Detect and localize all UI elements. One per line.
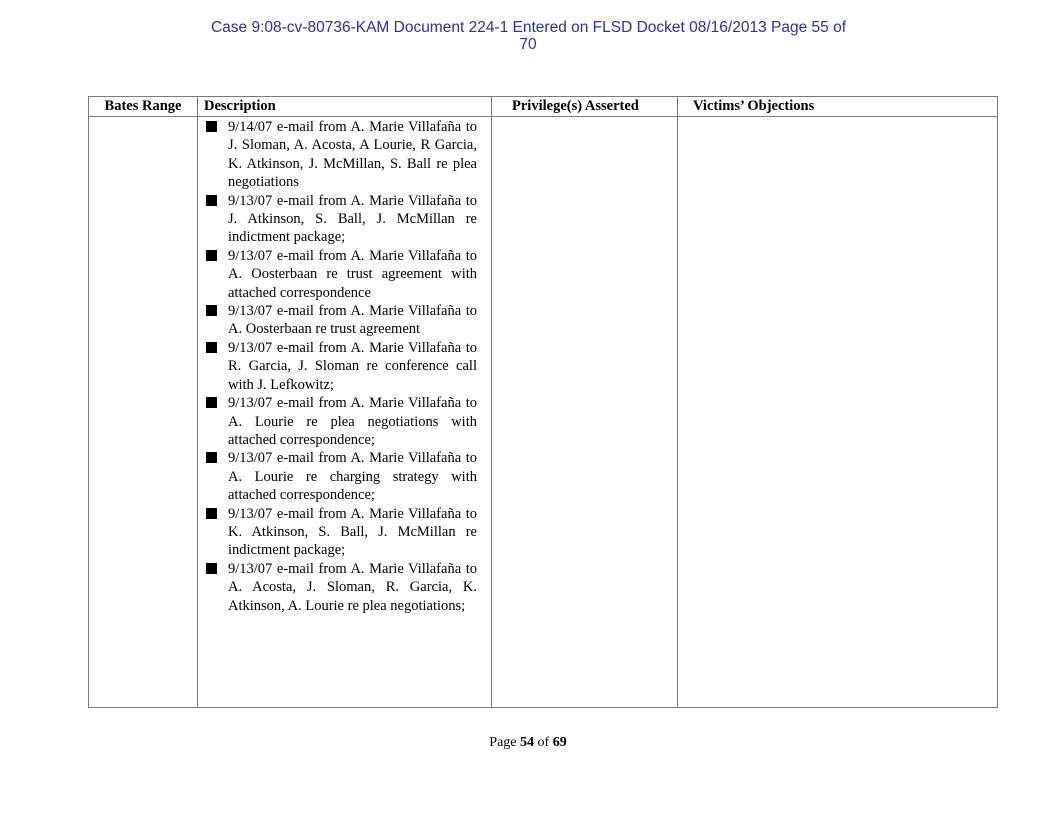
column-header-bates-range: Bates Range [89, 97, 198, 117]
description-list [198, 117, 491, 615]
square-bullet-icon [206, 121, 217, 132]
square-bullet-icon [206, 305, 217, 316]
list-item [206, 505, 477, 560]
page-footer [0, 735, 1056, 751]
list-item [206, 394, 477, 449]
square-bullet-icon [206, 397, 217, 408]
list-item-text: 9/13/07 e-mail from A. Marie Villafaña to A. Lourie re charging strategy with attached correspondence; [228, 450, 477, 504]
square-bullet-icon [206, 452, 217, 463]
description-cell [198, 117, 492, 708]
square-bullet-icon [206, 508, 217, 519]
list-item [206, 560, 477, 615]
square-bullet-icon [206, 342, 217, 353]
list-item-text: 9/13/07 e-mail from A. Marie Villafaña to K. Atkinson, S. Ball, J. McMillan re indictment package; [228, 505, 477, 559]
table-header-row [89, 97, 998, 117]
list-item-text: 9/13/07 e-mail from A. Marie Villafaña to A. Lourie re plea negotiations with attached correspondence; [228, 395, 477, 448]
square-bullet-icon [206, 563, 217, 574]
privileges-asserted-cell [492, 117, 678, 708]
square-bullet-icon [206, 195, 217, 206]
list-item [206, 192, 477, 247]
victims-objections-cell [678, 117, 998, 708]
privilege-log-table [88, 96, 998, 708]
list-item [206, 339, 477, 394]
list-item-text: 9/13/07 e-mail from A. Marie Villafaña to J. Atkinson, S. Ball, J. McMillan re indictment package; [228, 192, 477, 246]
column-header-privileges-asserted: Privilege(s) Asserted [492, 97, 678, 117]
bates-range-cell [89, 117, 198, 708]
footer-page-number: 54 [520, 735, 535, 750]
column-header-victims-objections: Victims’ Objections [678, 97, 998, 117]
list-item [206, 302, 477, 339]
list-item-text: 9/13/07 e-mail from A. Marie Villafaña to A. Oosterbaan re trust agreement [228, 303, 477, 338]
list-item [206, 118, 477, 192]
footer-middle: of [534, 735, 553, 750]
footer-prefix: Page [489, 735, 521, 750]
filing-stamp-line-2: 70 [519, 36, 537, 53]
square-bullet-icon [206, 250, 217, 261]
filing-stamp-line-1: Case 9:08-cv-80736-KAM Document 224-1 Entered on FLSD Docket 08/16/2013 Page 55 of [210, 19, 846, 36]
list-item-text: 9/14/07 e-mail from A. Marie Villafaña to J. Sloman, A. Acosta, A Lourie, R Garcia, K. Atkinson, J. McMillan, S. Ball re plea negotiations [228, 119, 477, 191]
list-item-text: 9/13/07 e-mail from A. Marie Villafaña to A. Acosta, J. Sloman, R. Garcia, K. Atkinson, A. Lourie re plea negotiations; [228, 560, 477, 614]
list-item-text: 9/13/07 e-mail from A. Marie Villafaña to A. Oosterbaan re trust agreement with attached correspondence [228, 247, 477, 301]
list-item [206, 449, 477, 504]
court-filing-header [0, 19, 1056, 53]
list-item [206, 247, 477, 302]
list-item-text: 9/13/07 e-mail from A. Marie Villafaña to R. Garcia, J. Sloman re conference call with J. Lefkowitz; [228, 339, 477, 393]
footer-page-total: 69 [552, 735, 567, 750]
table-row [89, 117, 998, 708]
column-header-description: Description [198, 97, 492, 117]
